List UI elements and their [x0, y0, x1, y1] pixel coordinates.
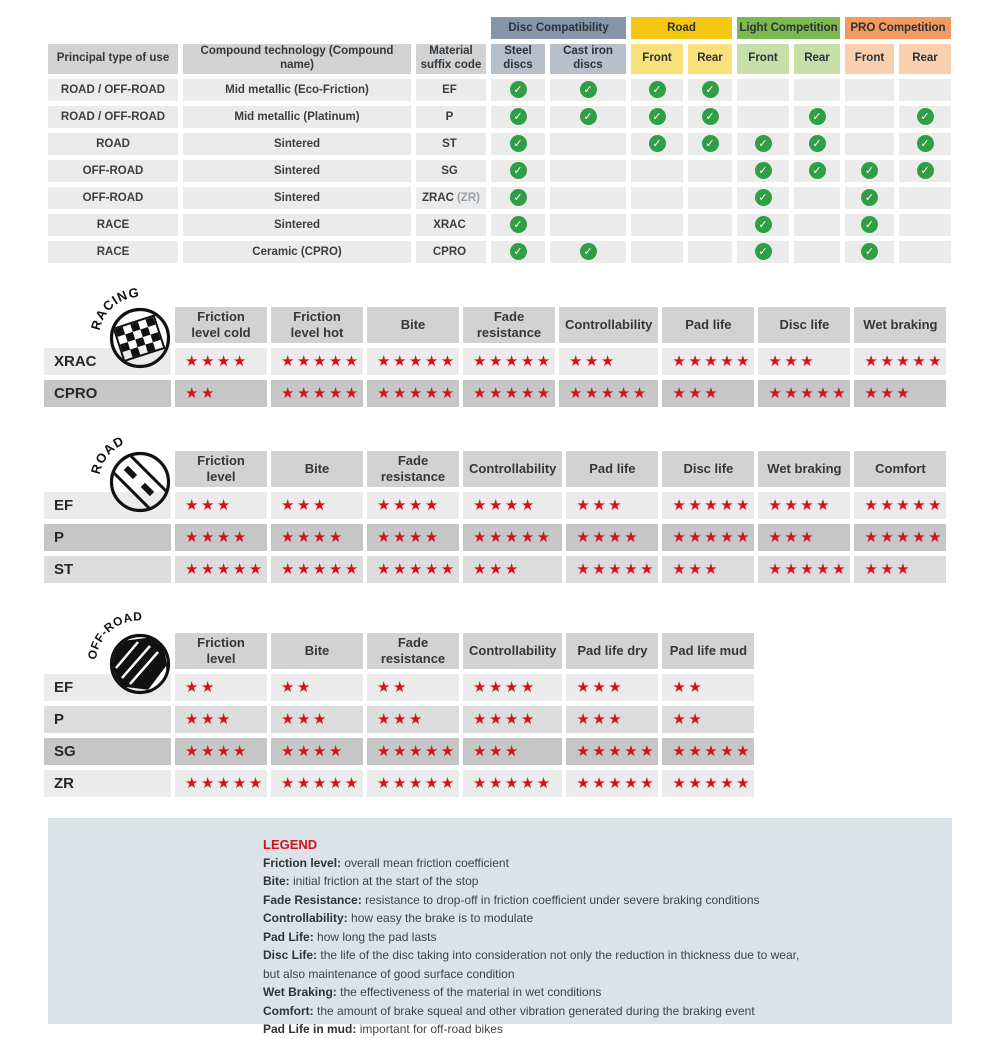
check-cell: [845, 187, 894, 209]
star-rating: ★★★: [854, 380, 946, 407]
check-cell: [688, 241, 732, 263]
compound-cell: Ceramic (CPRO): [183, 241, 411, 263]
legend-item: Controllability: how easy the brake is to modulate: [263, 911, 534, 926]
compound-label: XRAC: [44, 348, 171, 375]
col-header: Fade resistance: [367, 633, 459, 669]
col-header: Disc life: [758, 307, 850, 343]
col-header-light-rear: Rear: [794, 44, 840, 74]
check-icon: ✓: [917, 135, 934, 152]
star-rating: ★★★★★: [662, 738, 754, 765]
star-rating: ★★★★★: [662, 770, 754, 797]
group-header-light-competition: Light Competition: [737, 17, 840, 39]
group-header-disc-compatibility: Disc Compatibility: [491, 17, 626, 39]
star-rating: ★★★★: [463, 492, 562, 519]
check-cell: [550, 106, 626, 128]
star-rating: ★★★★★: [463, 348, 555, 375]
col-header: Friction level cold: [175, 307, 267, 343]
star-rating: ★★★★: [271, 738, 363, 765]
compound-label: EF: [44, 674, 171, 701]
star-rating: ★★★★★: [758, 380, 850, 407]
star-rating: ★★★: [175, 706, 267, 733]
compound-label: P: [44, 706, 171, 733]
column-header-row: [48, 44, 951, 74]
check-cell: [794, 106, 840, 128]
star-rating: ★★★: [559, 348, 658, 375]
star-rating: ★★★★★: [566, 556, 658, 583]
check-cell: [845, 160, 894, 182]
check-icon: ✓: [861, 216, 878, 233]
compound-label: SG: [44, 738, 171, 765]
star-rating: ★★★: [566, 674, 658, 701]
principal-use-cell: RACE: [48, 214, 178, 236]
check-icon: ✓: [510, 189, 527, 206]
check-cell: [737, 133, 789, 155]
star-rating: ★★★★★: [463, 770, 562, 797]
road-label: ROAD: [87, 432, 127, 476]
star-rating: ★★: [662, 674, 754, 701]
check-cell: [688, 79, 732, 101]
star-rating: ★★★★★: [854, 492, 946, 519]
star-rating: ★★★★: [367, 524, 459, 551]
check-cell: [631, 160, 683, 182]
check-icon: ✓: [755, 189, 772, 206]
compound-cell: Mid metallic (Platinum): [183, 106, 411, 128]
star-rating: ★★★★★: [566, 738, 658, 765]
star-rating: ★★★: [758, 348, 850, 375]
legend-item: Pad Life in mud: important for off-road bikes: [263, 1022, 503, 1037]
star-rating: ★★★★★: [854, 348, 946, 375]
check-cell: [794, 241, 840, 263]
group-header-pro-competition: PRO Competition: [845, 17, 951, 39]
compound-label: ST: [44, 556, 171, 583]
check-cell: [899, 241, 951, 263]
offroad-mud-icon: [62, 596, 192, 698]
check-icon: ✓: [755, 243, 772, 260]
star-rating: ★★★★: [175, 348, 267, 375]
check-cell: [899, 160, 951, 182]
check-cell: [688, 187, 732, 209]
check-cell: [737, 241, 789, 263]
offroad-label: OFF-ROAD: [84, 609, 143, 661]
check-cell: [631, 79, 683, 101]
star-rating: ★★★: [566, 492, 658, 519]
star-rating: ★★★★★: [559, 380, 658, 407]
compound-cell: Sintered: [183, 160, 411, 182]
col-header: Pad life: [662, 307, 754, 343]
check-cell: [794, 187, 840, 209]
check-icon: ✓: [809, 108, 826, 125]
star-rating: ★★★★: [367, 492, 459, 519]
compound-label: EF: [44, 492, 171, 519]
table-row: [44, 770, 754, 797]
star-rating: ★★★★★: [662, 524, 754, 551]
check-cell: [550, 241, 626, 263]
check-cell: [688, 214, 732, 236]
check-cell: [631, 187, 683, 209]
check-icon: ✓: [809, 162, 826, 179]
check-icon: ✓: [510, 216, 527, 233]
col-header: Disc life: [662, 451, 754, 487]
check-cell: [631, 106, 683, 128]
check-cell: [845, 133, 894, 155]
check-icon: ✓: [580, 243, 597, 260]
check-cell: [794, 79, 840, 101]
star-rating: ★★★: [662, 556, 754, 583]
col-header: Fade resistance: [367, 451, 459, 487]
check-cell: [845, 79, 894, 101]
col-header-light-front: Front: [737, 44, 789, 74]
star-rating: ★★★★★: [271, 556, 363, 583]
racing-flag-icon: [62, 270, 192, 372]
check-cell: [899, 79, 951, 101]
suffix-cell: CPRO: [416, 241, 486, 263]
check-icon: ✓: [809, 135, 826, 152]
check-icon: ✓: [510, 135, 527, 152]
compound-label: P: [44, 524, 171, 551]
check-cell: [845, 214, 894, 236]
table-row: [48, 133, 951, 155]
star-rating: ★★★★: [175, 738, 267, 765]
table-row: [48, 241, 951, 263]
legend-item: Friction level: overall mean friction coefficient: [263, 855, 509, 870]
check-cell: [491, 241, 545, 263]
road-icon: [62, 414, 192, 516]
star-rating: ★★★★★: [463, 380, 555, 407]
check-icon: ✓: [702, 108, 719, 125]
star-rating: ★★★: [271, 706, 363, 733]
star-rating: ★★★★★: [367, 348, 459, 375]
table-row: [48, 160, 951, 182]
col-header: Bite: [271, 633, 363, 669]
star-rating: ★★★★: [463, 674, 562, 701]
principal-use-cell: ROAD / OFF-ROAD: [48, 106, 178, 128]
check-icon: ✓: [510, 81, 527, 98]
offroad-section: [40, 609, 1000, 802]
col-header: Wet braking: [758, 451, 850, 487]
col-header: Friction level hot: [271, 307, 363, 343]
check-icon: ✓: [702, 81, 719, 98]
table-row: [48, 187, 951, 209]
check-cell: [550, 214, 626, 236]
check-cell: [491, 214, 545, 236]
check-cell: [737, 214, 789, 236]
check-cell: [550, 187, 626, 209]
compound-cell: Sintered: [183, 133, 411, 155]
col-header: Friction level: [175, 633, 267, 669]
table-row: [44, 556, 946, 583]
col-header-pro-front: Front: [845, 44, 894, 74]
star-rating: ★★★: [758, 524, 850, 551]
check-icon: ✓: [510, 243, 527, 260]
principal-use-cell: ROAD: [48, 133, 178, 155]
star-rating: ★★★: [271, 492, 363, 519]
star-rating: ★★★★★: [271, 770, 363, 797]
check-cell: [737, 160, 789, 182]
group-header-road: Road: [631, 17, 732, 39]
star-rating: ★★★★★: [367, 738, 459, 765]
check-icon: ✓: [755, 135, 772, 152]
col-header-cast-iron-discs: Cast iron discs: [550, 44, 626, 74]
check-cell: [899, 214, 951, 236]
star-rating: ★★★★★: [367, 556, 459, 583]
star-rating: ★★★★★: [662, 492, 754, 519]
check-cell: [550, 133, 626, 155]
principal-use-cell: OFF-ROAD: [48, 160, 178, 182]
check-cell: [688, 106, 732, 128]
suffix-cell: EF: [416, 79, 486, 101]
star-rating: ★★★: [463, 556, 562, 583]
star-rating: ★★: [367, 674, 459, 701]
check-cell: [491, 187, 545, 209]
star-rating: ★★★★★: [175, 770, 267, 797]
check-cell: [899, 106, 951, 128]
check-icon: ✓: [510, 108, 527, 125]
star-rating: ★★★★★: [463, 524, 562, 551]
check-cell: [899, 133, 951, 155]
legend-title: LEGEND: [263, 836, 318, 852]
check-cell: [737, 79, 789, 101]
col-header: Wet braking: [854, 307, 946, 343]
star-rating: ★★★★★: [854, 524, 946, 551]
group-header-row: [48, 17, 951, 39]
compound-cell: Sintered: [183, 214, 411, 236]
col-header: Pad life: [566, 451, 658, 487]
col-header: Bite: [271, 451, 363, 487]
col-header-principal-use: Principal type of use: [48, 44, 178, 74]
star-rating: ★★★★★: [367, 770, 459, 797]
check-cell: [688, 133, 732, 155]
road-section: [40, 432, 1000, 588]
check-icon: ✓: [917, 162, 934, 179]
col-header-material-suffix: Material suffix code: [416, 44, 486, 74]
table-row: [44, 524, 946, 551]
check-icon: ✓: [649, 108, 666, 125]
col-header: Controllability: [463, 451, 562, 487]
table-row: [48, 106, 951, 128]
check-cell: [794, 133, 840, 155]
star-rating: ★★★★★: [271, 348, 363, 375]
legend-item: Bite: initial friction at the start of the stop: [263, 874, 479, 889]
star-rating: ★★★: [175, 492, 267, 519]
compound-label: CPRO: [44, 380, 171, 407]
check-cell: [550, 160, 626, 182]
suffix-cell: ZRAC (ZR): [416, 187, 486, 209]
legend-item: Fade Resistance: resistance to drop-off in friction coefficient under severe braking conditions: [263, 892, 760, 907]
table-row: [44, 380, 946, 407]
star-rating: ★★: [662, 706, 754, 733]
legend-item: Pad Life: how long the pad lasts: [263, 929, 437, 944]
star-rating: ★★★★: [175, 524, 267, 551]
star-rating: ★★: [271, 674, 363, 701]
check-icon: ✓: [649, 135, 666, 152]
check-cell: [491, 160, 545, 182]
compound-cell: Sintered: [183, 187, 411, 209]
col-header: Comfort: [854, 451, 946, 487]
col-header: Pad life dry: [566, 633, 658, 669]
legend-item-continuation: but also maintenance of good surface condition: [263, 966, 515, 981]
principal-use-cell: RACE: [48, 241, 178, 263]
col-header: Controllability: [559, 307, 658, 343]
check-icon: ✓: [755, 162, 772, 179]
check-cell: [688, 160, 732, 182]
check-icon: ✓: [917, 108, 934, 125]
star-rating: ★★★: [367, 706, 459, 733]
star-rating: ★★★★★: [271, 380, 363, 407]
principal-use-cell: OFF-ROAD: [48, 187, 178, 209]
suffix-cell: P: [416, 106, 486, 128]
star-rating: ★★★★★: [367, 380, 459, 407]
star-rating: ★★★★: [271, 524, 363, 551]
check-cell: [631, 241, 683, 263]
star-rating: ★★★: [566, 706, 658, 733]
col-header-road-rear: Rear: [688, 44, 732, 74]
compound-cell: Mid metallic (Eco-Friction): [183, 79, 411, 101]
col-header: Friction level: [175, 451, 267, 487]
col-header-steel-discs: Steel discs: [491, 44, 545, 74]
check-cell: [845, 241, 894, 263]
check-cell: [631, 133, 683, 155]
suffix-cell: ST: [416, 133, 486, 155]
col-header: Controllability: [463, 633, 562, 669]
table-row: [48, 79, 951, 101]
star-rating: ★★★★: [758, 492, 850, 519]
check-cell: [491, 133, 545, 155]
check-cell: [899, 187, 951, 209]
svg-text:ROAD: [88, 432, 127, 475]
col-header-pro-rear: Rear: [899, 44, 951, 74]
table-row: [44, 706, 754, 733]
col-header-compound-technology: Compound technology (Compound name): [183, 44, 411, 74]
check-icon: ✓: [510, 162, 527, 179]
table-row: [48, 214, 951, 236]
racing-label: RACING: [87, 284, 141, 332]
col-header: Fade resistance: [463, 307, 555, 343]
star-rating: ★★★★★: [758, 556, 850, 583]
check-icon: ✓: [649, 81, 666, 98]
check-cell: [491, 106, 545, 128]
col-header: Bite: [367, 307, 459, 343]
check-icon: ✓: [702, 135, 719, 152]
legend-item: Comfort: the amount of brake squeal and other vibration generated during the braking event: [263, 1003, 755, 1018]
check-cell: [737, 187, 789, 209]
star-rating: ★★: [175, 674, 267, 701]
suffix-cell: XRAC: [416, 214, 486, 236]
table-row: [44, 738, 754, 765]
compatibility-table: [43, 12, 956, 268]
star-rating: ★★★★★: [175, 556, 267, 583]
legend-item: Wet Braking: the effectiveness of the material in wet conditions: [263, 985, 602, 1000]
star-rating: ★★★★: [566, 524, 658, 551]
col-header-road-front: Front: [631, 44, 683, 74]
check-cell: [794, 160, 840, 182]
check-icon: ✓: [861, 189, 878, 206]
check-cell: [631, 214, 683, 236]
check-icon: ✓: [580, 81, 597, 98]
legend-panel: [48, 818, 952, 1037]
suffix-cell: SG: [416, 160, 486, 182]
check-icon: ✓: [755, 216, 772, 233]
check-icon: ✓: [861, 243, 878, 260]
star-rating: ★★★★: [463, 706, 562, 733]
check-cell: [491, 79, 545, 101]
star-rating: ★★: [175, 380, 267, 407]
star-rating: ★★★: [463, 738, 562, 765]
check-cell: [550, 79, 626, 101]
star-rating: ★★★★★: [662, 348, 754, 375]
compound-label: ZR: [44, 770, 171, 797]
star-rating: ★★★★★: [566, 770, 658, 797]
col-header: Pad life mud: [662, 633, 754, 669]
check-icon: ✓: [861, 162, 878, 179]
racing-section: [40, 284, 1000, 412]
star-rating: ★★★: [662, 380, 754, 407]
star-rating: ★★★: [854, 556, 946, 583]
check-cell: [737, 106, 789, 128]
check-icon: ✓: [580, 108, 597, 125]
principal-use-cell: ROAD / OFF-ROAD: [48, 79, 178, 101]
check-cell: [845, 106, 894, 128]
check-cell: [794, 214, 840, 236]
legend-item: Disc Life: the life of the disc taking into consideration not only the reduction in thickness due to wear,: [263, 948, 800, 963]
